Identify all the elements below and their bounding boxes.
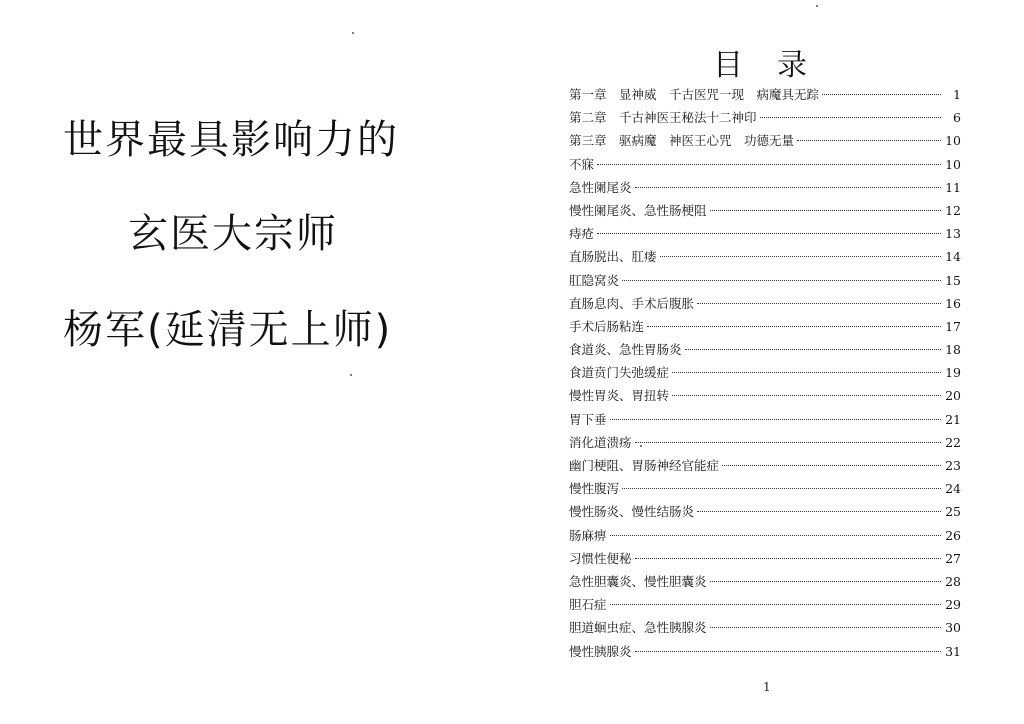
toc-entry-label: 不寐 bbox=[569, 156, 595, 172]
toc-entry-page: 22 bbox=[945, 434, 961, 450]
toc-entry-page: 10 bbox=[945, 156, 961, 172]
toc-entry-page: 25 bbox=[945, 504, 961, 520]
page-number: 1 bbox=[763, 680, 771, 694]
toc-entry bbox=[569, 570, 961, 593]
toc-entry-label: 第三章 驱病魔 神医王心咒 功德无量 bbox=[569, 133, 795, 149]
dot-leader bbox=[635, 651, 941, 652]
toc-entry bbox=[569, 454, 961, 477]
dot-leader bbox=[672, 372, 941, 373]
toc-entry bbox=[569, 292, 961, 315]
toc-entry bbox=[569, 106, 961, 129]
dot-leader bbox=[622, 488, 941, 489]
toc-entry-page: 18 bbox=[945, 342, 961, 358]
toc-entry bbox=[569, 408, 961, 431]
toc-entry bbox=[569, 384, 961, 407]
toc-entry-label: 胆道蛔虫症、急性胰腺炎 bbox=[569, 620, 707, 636]
toc-entry-page: 24 bbox=[945, 481, 961, 497]
dot-leader bbox=[722, 465, 941, 466]
toc-entry bbox=[569, 199, 961, 222]
dot-leader bbox=[635, 442, 941, 443]
toc-entry bbox=[569, 524, 961, 547]
toc-entry bbox=[569, 315, 961, 338]
toc-heading: 目录 bbox=[713, 48, 841, 83]
toc-entry-label: 慢性胃炎、胃扭转 bbox=[569, 388, 670, 404]
dot-leader bbox=[822, 94, 941, 95]
toc-entry-page: 13 bbox=[945, 226, 961, 242]
toc-entry-page: 23 bbox=[945, 458, 961, 473]
toc-entry-page: 26 bbox=[945, 527, 961, 543]
toc-entry-label: 慢性阑尾炎、急性肠梗阻 bbox=[569, 202, 707, 218]
dot-leader bbox=[672, 395, 941, 396]
toc-entry-page: 31 bbox=[945, 643, 961, 659]
toc-entry-label: 慢性胰腺炎 bbox=[569, 643, 632, 659]
dot-leader bbox=[710, 581, 941, 582]
toc-entry-label: 肠麻痹 bbox=[569, 527, 607, 543]
toc-entry-label: 食道贲门失弛缓症 bbox=[569, 365, 670, 381]
toc-entry bbox=[569, 500, 961, 523]
toc-entry-page: 21 bbox=[945, 411, 961, 427]
dot-leader bbox=[760, 117, 941, 118]
dot-leader bbox=[610, 419, 941, 420]
toc-entry-page: 11 bbox=[945, 179, 961, 195]
toc-entry-label: 急性胆囊炎、慢性胆囊炎 bbox=[569, 573, 707, 589]
dot-leader bbox=[710, 210, 941, 211]
scan-speck bbox=[350, 374, 352, 376]
toc-entry bbox=[569, 222, 961, 245]
toc-entry bbox=[569, 361, 961, 384]
toc-entry bbox=[569, 176, 961, 199]
dot-leader bbox=[697, 303, 941, 304]
toc-entry-label: 胆石症 bbox=[569, 597, 607, 613]
toc-entry-label: 直肠脱出、肛瘘 bbox=[569, 249, 657, 265]
scan-speck bbox=[816, 5, 818, 7]
toc-entry-label: 痔疮 bbox=[569, 226, 595, 242]
toc-entry-label: 慢性腹泻 bbox=[569, 481, 620, 497]
toc-entry bbox=[569, 338, 961, 361]
toc-entry bbox=[569, 269, 961, 292]
dot-leader bbox=[635, 558, 941, 559]
toc-entry-label: 急性阑尾炎 bbox=[569, 179, 632, 195]
dot-leader bbox=[697, 511, 941, 512]
toc-entry-page: 12 bbox=[945, 202, 961, 218]
toc-entry-page: 14 bbox=[945, 249, 961, 265]
toc-entry-page: 16 bbox=[945, 295, 961, 311]
dot-leader bbox=[710, 627, 941, 628]
title-line-3: 杨军(延清无上师) bbox=[63, 307, 393, 353]
dot-leader bbox=[610, 604, 941, 605]
dot-leader bbox=[647, 326, 941, 327]
scan-speck bbox=[352, 32, 354, 34]
toc-entry-page: 30 bbox=[945, 620, 961, 636]
toc-entry-page: 1 bbox=[953, 87, 961, 102]
dot-leader bbox=[597, 164, 941, 165]
toc-entry bbox=[569, 547, 961, 570]
toc-entry-label: 习惯性便秘 bbox=[569, 550, 632, 566]
toc-entry-page: 19 bbox=[945, 365, 961, 381]
toc-entry-page: 29 bbox=[945, 597, 961, 613]
toc-entry-page: 15 bbox=[945, 272, 961, 288]
toc-entry bbox=[569, 245, 961, 268]
toc-entry-label: 幽门梗阻、胃肠神经官能症 bbox=[569, 458, 720, 473]
dot-leader bbox=[797, 140, 941, 141]
dot-leader bbox=[622, 280, 941, 281]
toc-entry-page: 10 bbox=[945, 133, 961, 149]
toc-entry bbox=[569, 616, 961, 639]
toc-entry-label: 第二章 千古神医王秘法十二神印 bbox=[569, 110, 757, 126]
toc-entry bbox=[569, 153, 961, 176]
right-page bbox=[520, 0, 1024, 724]
toc-entry-label: 第一章 显神威 千古医咒一现 病魔具无踪 bbox=[569, 87, 820, 102]
dot-leader bbox=[635, 187, 941, 188]
toc-entry-page: 27 bbox=[945, 550, 961, 566]
title-line-1: 世界最具影响力的 bbox=[63, 117, 399, 163]
dot-leader bbox=[610, 535, 941, 536]
toc-entry bbox=[569, 477, 961, 500]
toc-entry-label: 食道炎、急性胃肠炎 bbox=[569, 342, 682, 358]
toc-entry-page: 20 bbox=[945, 388, 961, 404]
toc-entry-label: 手术后肠粘连 bbox=[569, 318, 645, 334]
toc-entry bbox=[569, 83, 961, 106]
toc-entry-label: 消化道溃疡 bbox=[569, 434, 632, 450]
toc-entry-page: 6 bbox=[953, 110, 961, 126]
toc-list bbox=[569, 83, 961, 663]
toc-entry bbox=[569, 431, 961, 454]
dot-leader bbox=[597, 233, 941, 234]
toc-entry-label: 直肠息肉、手术后腹胀 bbox=[569, 295, 695, 311]
title-line-2: 玄医大宗师 bbox=[128, 211, 338, 257]
toc-entry-page: 28 bbox=[945, 573, 961, 589]
toc-entry-label: 肛隐窝炎 bbox=[569, 272, 620, 288]
toc-entry-label: 慢性肠炎、慢性结肠炎 bbox=[569, 504, 695, 520]
scan-speck bbox=[640, 445, 642, 447]
dot-leader bbox=[685, 349, 941, 350]
toc-entry bbox=[569, 129, 961, 152]
toc-entry bbox=[569, 640, 961, 663]
toc-entry-label: 胃下垂 bbox=[569, 411, 607, 427]
toc-entry-page: 17 bbox=[945, 318, 961, 334]
toc-entry bbox=[569, 593, 961, 616]
dot-leader bbox=[660, 256, 941, 257]
